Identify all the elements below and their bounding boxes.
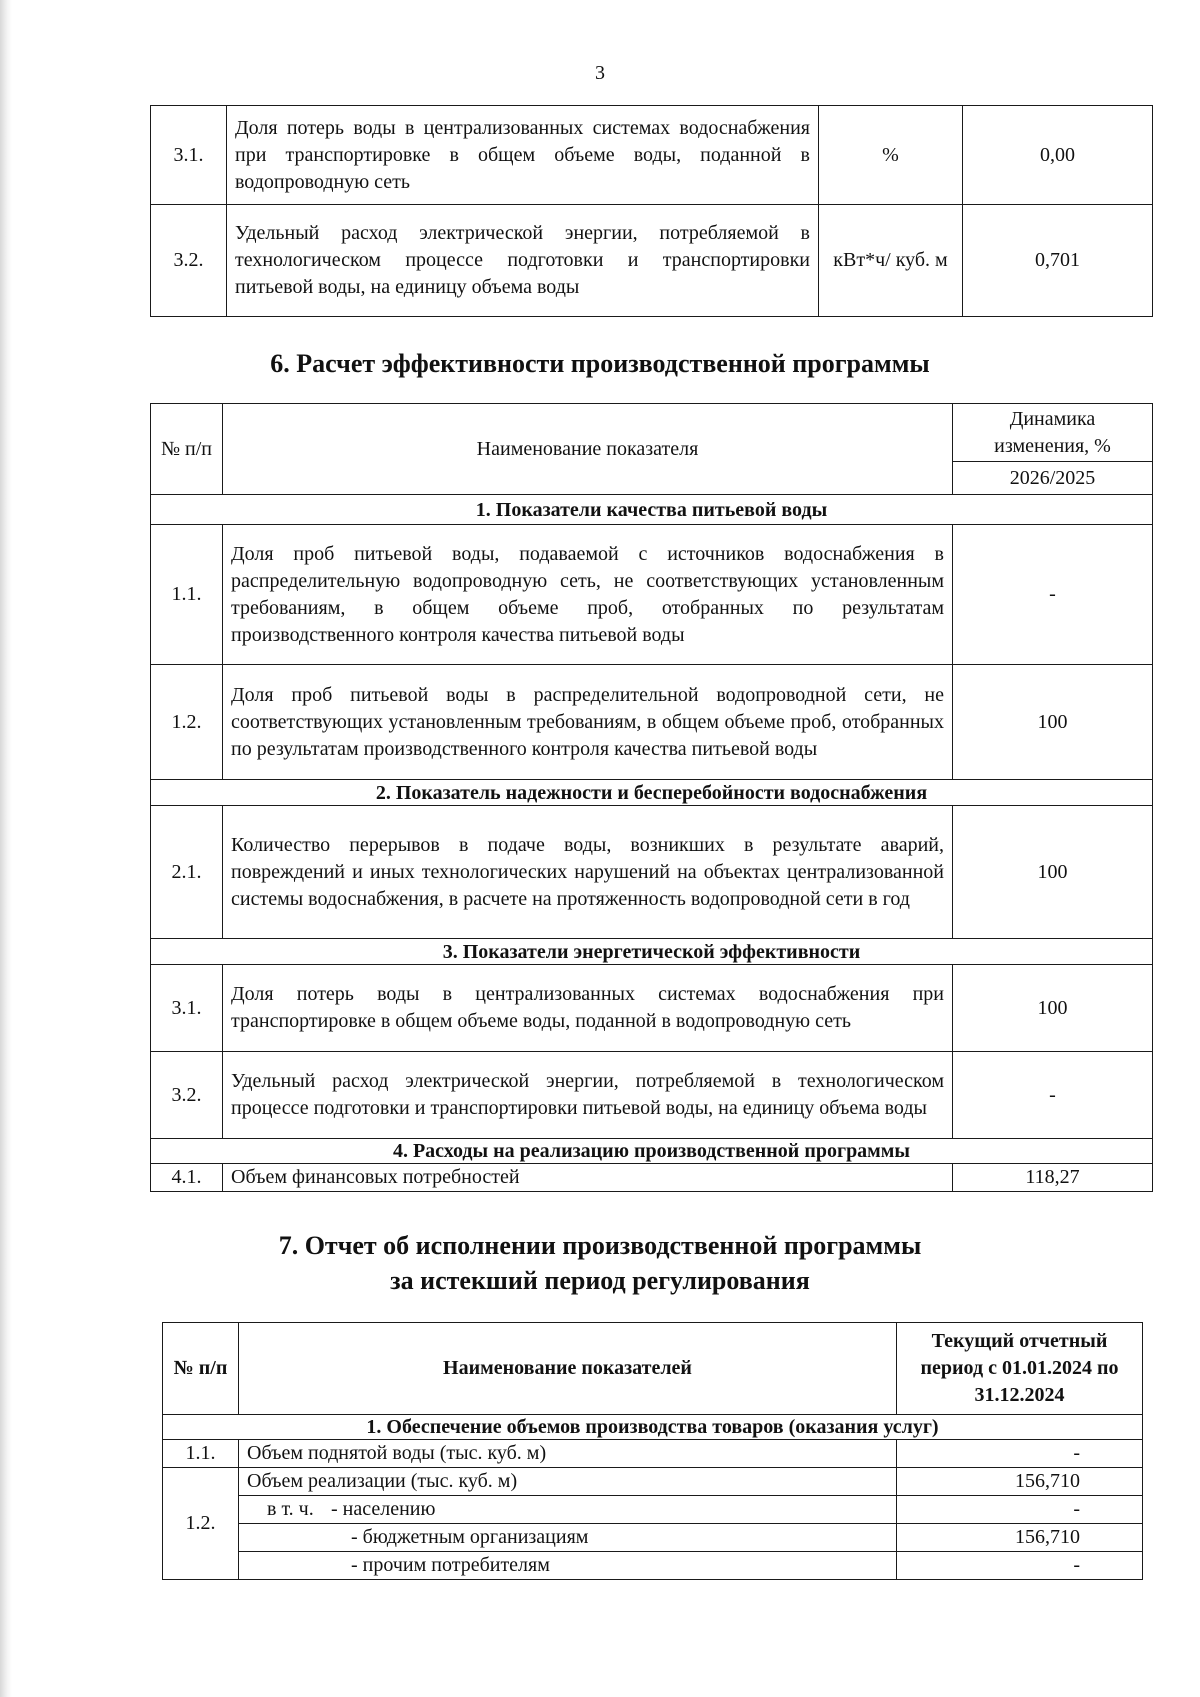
value-cell: - [953, 1052, 1153, 1139]
header-row [151, 404, 1153, 462]
indicator-name: Объем финансовых потребностей [223, 1164, 953, 1192]
efficiency-table [150, 403, 1153, 1192]
group-title: 1. Показатели качества питьевой воды [151, 495, 1153, 525]
table-row [163, 1524, 1143, 1552]
indicator-name: Доля потерь воды в централизованных системах водоснабжения при транспортировке в общем объеме воды, поданной в водопроводную сеть [223, 965, 953, 1052]
unit-cell: % [819, 106, 963, 205]
indicator-name: Доля проб питьевой воды, подаваемой с источников водоснабжения в распределительную водопроводную сеть, не соответствующих установленным требованиям, в общем объеме проб, отобранных по результатам производственного контроля качества питьевой воды [223, 525, 953, 665]
group-row [163, 1415, 1143, 1440]
indicator-name: Объем поднятой воды (тыс. куб. м) [239, 1440, 897, 1468]
table-row [151, 806, 1153, 939]
value-cell: - [953, 525, 1153, 665]
section-7-heading-line2: за истекший период регулирования [390, 1266, 810, 1295]
group-row [151, 495, 1153, 525]
header-name: Наименование показателя [223, 404, 953, 495]
value-cell: 0,00 [963, 106, 1153, 205]
row-number: 3.1. [151, 965, 223, 1052]
value-cell: 100 [953, 665, 1153, 780]
report-table [162, 1322, 1143, 1580]
group-title: 2. Показатель надежности и бесперебойности водоснабжения [151, 780, 1153, 806]
group-title: 3. Показатели энергетической эффективности [151, 939, 1153, 965]
value-cell: 156,710 [897, 1468, 1143, 1496]
group-row [151, 939, 1153, 965]
row-number: 1.2. [151, 665, 223, 780]
value-cell: - [897, 1440, 1143, 1468]
table-row [151, 205, 1153, 317]
table-row [151, 1164, 1153, 1192]
row-number: 1.1. [151, 525, 223, 665]
group-row [151, 780, 1153, 806]
header-number: № п/п [151, 404, 223, 495]
table-row [163, 1496, 1143, 1524]
row-number: 3.2. [151, 205, 227, 317]
header-period: 2026/2025 [953, 462, 1153, 495]
value-cell: - [897, 1552, 1143, 1580]
scan-edge-shadow [0, 0, 12, 1697]
sub-indicator-name: - населению [331, 1498, 436, 1520]
value-cell: 100 [953, 965, 1153, 1052]
table-row [151, 665, 1153, 780]
value-cell: 156,710 [897, 1524, 1143, 1552]
row-number: 1.1. [163, 1440, 239, 1468]
group-title: 1. Обеспечение объемов производства товаров (оказания услуг) [163, 1415, 1143, 1440]
section-7-heading-line1: 7. Отчет об исполнении производственной программы [278, 1231, 922, 1260]
page-number: 3 [595, 62, 605, 84]
table-row [163, 1552, 1143, 1580]
indicator-table-continued [150, 105, 1153, 317]
header-number: № п/п [163, 1323, 239, 1415]
indicator-name: Удельный расход электрической энергии, потребляемой в технологическом процессе подготовки и транспортировки питьевой воды, на единицу объема воды [227, 205, 819, 317]
value-cell: - [897, 1496, 1143, 1524]
section-6-heading: 6. Расчет эффективности производственной программы [270, 349, 930, 378]
group-row [151, 1139, 1153, 1164]
indicator-name: Объем реализации (тыс. куб. м) [239, 1468, 897, 1496]
indicator-name: Доля проб питьевой воды в распределительной водопроводной сети, не соответствующих установленным требованиям, в общем объеме проб, отобранных по результатам производственного контроля качества питьевой воды [223, 665, 953, 780]
sub-indicator-name: - прочим потребителям [239, 1552, 897, 1580]
header-dynamic: Динамика изменения, % [953, 404, 1153, 462]
table-row [151, 525, 1153, 665]
header-name: Наименование показателей [239, 1323, 897, 1415]
value-cell: 100 [953, 806, 1153, 939]
value-cell: 0,701 [963, 205, 1153, 317]
table-row [163, 1468, 1143, 1496]
header-period: Текущий отчетный период с 01.01.2024 по 31.12.2024 [897, 1323, 1143, 1415]
row-number: 4.1. [151, 1164, 223, 1192]
row-number: 1.2. [163, 1468, 239, 1580]
row-number: 3.2. [151, 1052, 223, 1139]
indicator-name: Количество перерывов в подаче воды, возникших в результате аварий, повреждений и иных технологических нарушений на объектах централизованной системы водоснабжения, в расчете на протяженность водопроводной сети в год [223, 806, 953, 939]
row-number: 2.1. [151, 806, 223, 939]
table-row [151, 965, 1153, 1052]
group-title: 4. Расходы на реализацию производственной программы [151, 1139, 1153, 1164]
unit-cell: кВт*ч/ куб. м [819, 205, 963, 317]
table-row [151, 1052, 1153, 1139]
including-prefix: в т. ч. [267, 1498, 314, 1520]
sub-indicator [239, 1496, 897, 1524]
value-cell: 118,27 [953, 1164, 1153, 1192]
header-row [163, 1323, 1143, 1415]
sub-indicator-name: - бюджетным организациям [239, 1524, 897, 1552]
row-number: 3.1. [151, 106, 227, 205]
indicator-name: Удельный расход электрической энергии, потребляемой в технологическом процессе подготовки и транспортировки питьевой воды, на единицу объема воды [223, 1052, 953, 1139]
indicator-name: Доля потерь воды в централизованных системах водоснабжения при транспортировке в общем объеме воды, поданной в водопроводную сеть [227, 106, 819, 205]
table-row [163, 1440, 1143, 1468]
table-row [151, 106, 1153, 205]
